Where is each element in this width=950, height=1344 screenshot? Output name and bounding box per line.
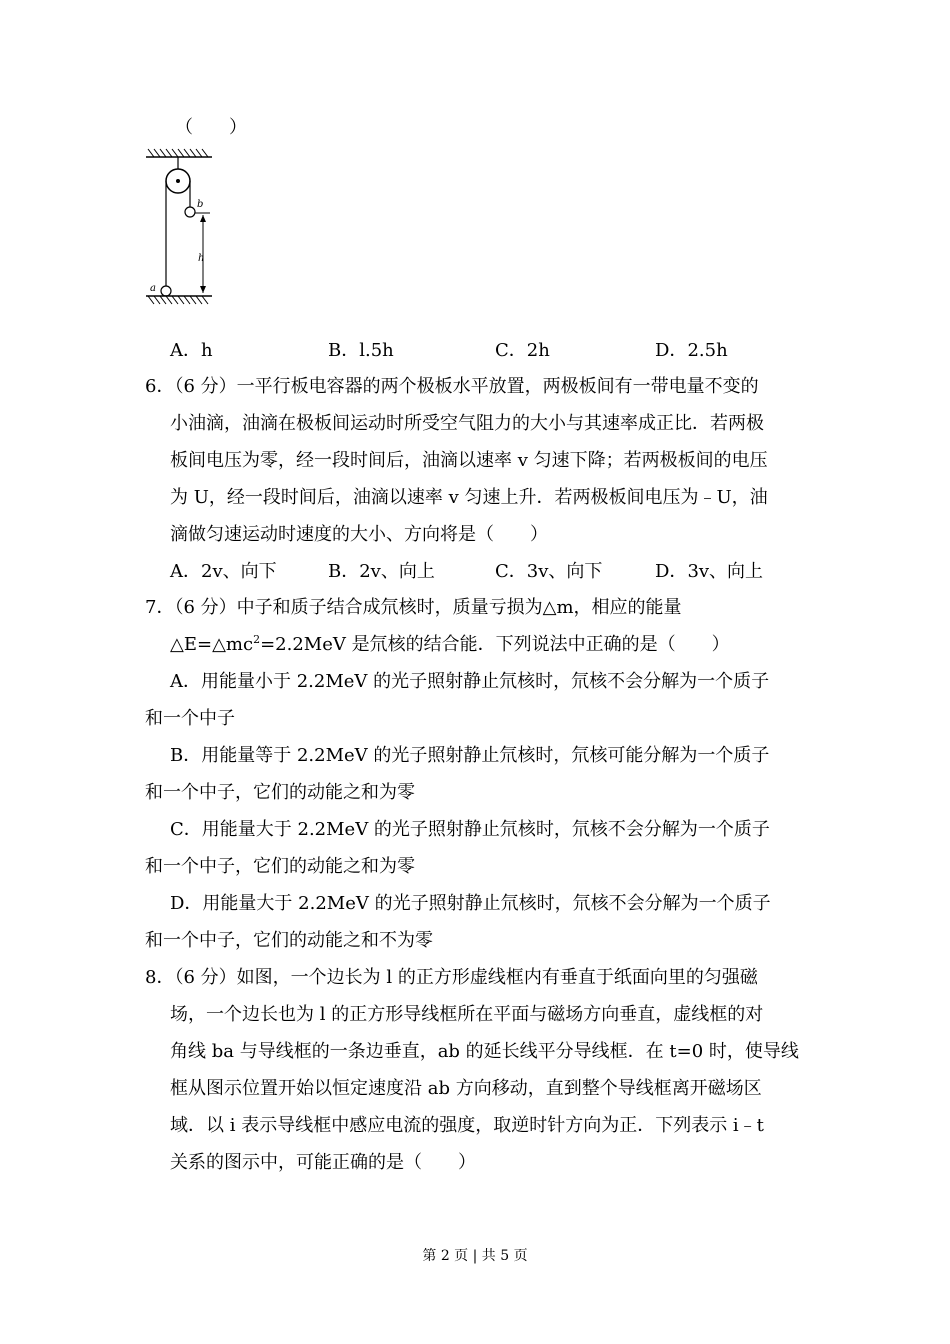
q8-line-4: 框从图示位置开始以恒定速度沿 ab 方向移动，直到整个导线框离开磁场区 [170,1078,762,1099]
q7-choice-d-line-2: 和一个中子，它们的动能之和不为零 [145,930,433,951]
q5-answer-paren: （ ） [175,117,247,138]
q7-choice-b-line-2: 和一个中子，它们的动能之和为零 [145,782,415,803]
q7-choice-a-line-1: A．用能量小于 2.2MeV 的光子照射静止氘核时，氘核不会分解为一个质子 [170,671,770,692]
q7-choice-c-line-1: C．用能量大于 2.2MeV 的光子照射静止氘核时，氘核不会分解为一个质子 [170,819,770,840]
q6-option-a: A．2v、向下 [170,561,277,582]
svg-text:a: a [150,283,156,294]
page-footer: 第 2 页 | 共 5 页 [422,1248,528,1264]
q7-line-2: $\triangle E=\triangle mc^2=2.2MeV$ 是氘核的结合能．下列说法中正确的是（ ） [170,633,730,655]
q8-line-3: 角线 ba 与导线框的一条边垂直，ab 的延长线平分导线框．在 t=0 时，使导线 [170,1041,799,1062]
q6-line-1: 6．（6 分）一平行板电容器的两个极板水平放置，两极板间有一带电量不变的 [145,376,759,397]
q8-line-5: 域．以 i 表示导线框中感应电流的强度，取逆时针方向为正．下列表示 i﹣t [170,1115,764,1136]
q6-option-b: B．2v、向上 [328,561,435,582]
q5-option-b: B．l.5h [328,340,394,361]
q6-line-3: 板间电压为零，经一段时间后，油滴以速率 v 匀速下降；若两极板间的电压 [170,450,768,471]
q6-option-d: D．3v、向上 [655,561,764,582]
q7-choice-a-line-2: 和一个中子 [145,708,235,729]
ball-b [185,207,195,217]
q7-choice-d-line-1: D．用能量大于 2.2MeV 的光子照射静止氘核时，氘核不会分解为一个质子 [170,893,771,914]
q8-line-2: 场，一个边长也为 l 的正方形导线框所在平面与磁场方向垂直，虚线框的对 [170,1004,764,1025]
ball-a [161,286,171,296]
q7-choice-b-line-1: B．用能量等于 2.2MeV 的光子照射静止氘核时，氘核可能分解为一个质子 [170,745,770,766]
q5-option-c: C．2h [495,340,550,361]
svg-text:h: h [198,253,205,264]
q6-line-5: 滴做匀速运动时速度的大小、方向将是（ ） [170,524,548,545]
q6-line-4: 为 U，经一段时间后，油滴以速率 v 匀速上升．若两极板间电压为﹣U，油 [170,487,768,508]
q7-line-1: 7．（6 分）中子和质子结合成氘核时，质量亏损为△m，相应的能量 [145,597,682,618]
q5-option-d: D．2.5h [655,340,728,361]
q7-choice-c-line-2: 和一个中子，它们的动能之和为零 [145,856,415,877]
q6-line-2: 小油滴，油滴在极板间运动时所受空气阻力的大小与其速率成正比．若两极 [170,413,764,434]
pulley-figure [140,145,230,345]
q8-line-1: 8．（6 分）如图，一个边长为 l 的正方形虚线框内有垂直于纸面向里的匀强磁 [145,967,758,988]
q8-line-6: 关系的图示中，可能正确的是（ ） [170,1152,476,1173]
svg-text:b: b [197,199,204,210]
q5-option-a: A．h [170,340,213,361]
q6-option-c: C．3v、向下 [495,561,603,582]
